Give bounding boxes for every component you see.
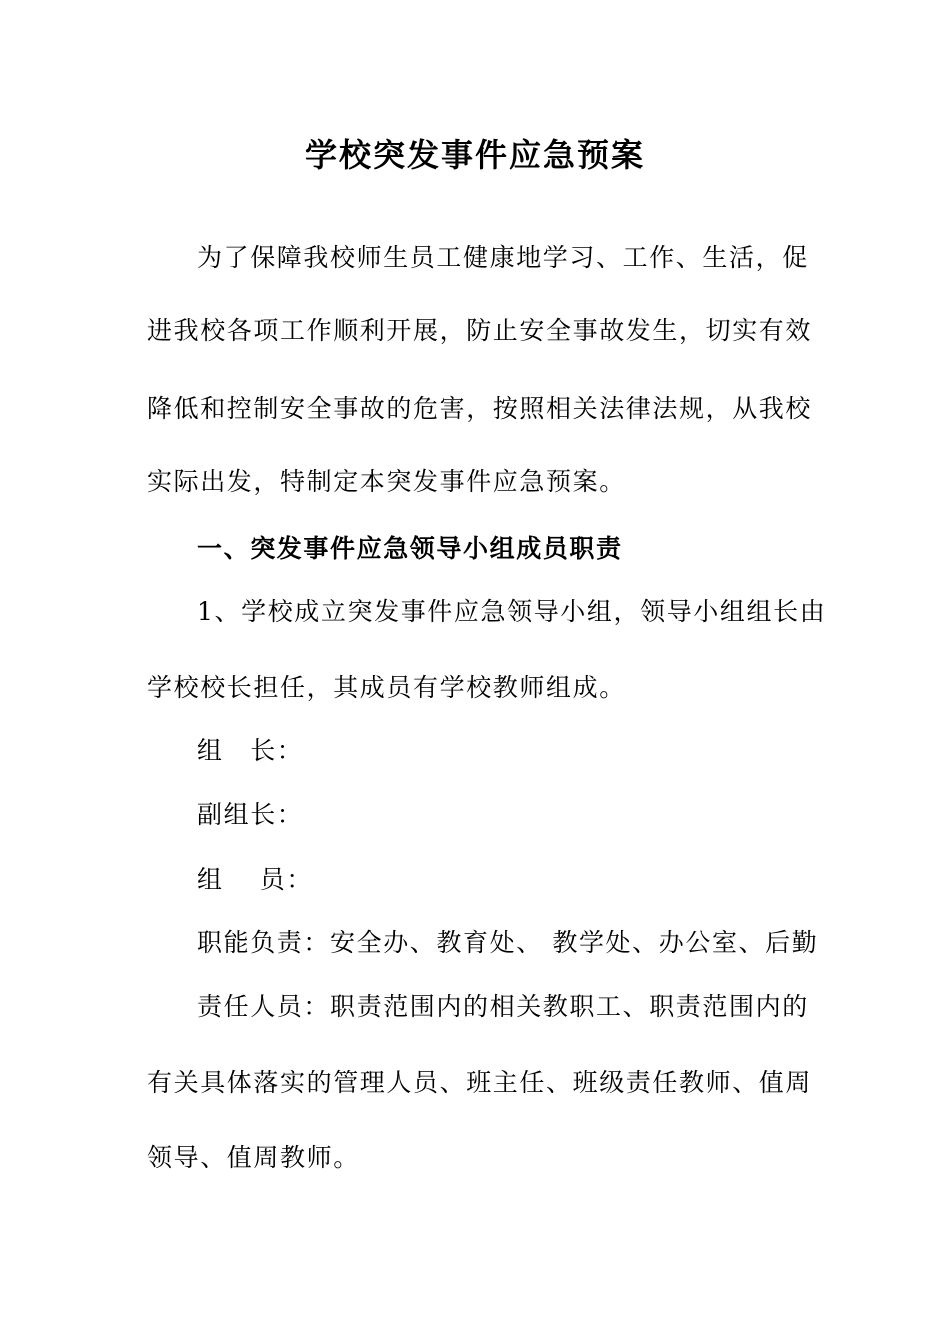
responsible-line-2: 有关具体落实的管理人员、班主任、班级责任教师、值周 <box>147 1068 813 1097</box>
item-1-line-2: 学校校长担任，其成员有学校教师组成。 <box>147 673 626 702</box>
member-label: 组 员： <box>197 865 313 894</box>
intro-line-1: 为了保障我校师生员工健康地学习、工作、生活，促 <box>197 243 809 272</box>
functions-line: 职能负责：安全办、教育处、 教学处、办公室、后勤 <box>197 928 819 957</box>
intro-line-4: 实际出发，特制定本突发事件应急预案。 <box>147 467 626 496</box>
responsible-line-1: 责任人员：职责范围内的相关教职工、职责范围内的 <box>197 992 809 1021</box>
intro-line-2: 进我校各项工作顺利开展，防止安全事故发生，切实有效 <box>147 316 813 345</box>
intro-line-3: 降低和控制安全事故的危害，按照相关法律法规，从我校 <box>147 394 813 423</box>
document-title: 学校突发事件应急预案 <box>304 136 645 174</box>
responsible-line-3: 领导、值周教师。 <box>147 1143 360 1172</box>
item-1-line-1: 1、学校成立突发事件应急领导小组，领导小组组长由 <box>197 597 827 626</box>
deputy-label: 副组长： <box>197 800 304 829</box>
leader-label: 组 长： <box>197 736 304 765</box>
section-1-heading: 一、突发事件应急领导小组成员职责 <box>197 534 623 563</box>
